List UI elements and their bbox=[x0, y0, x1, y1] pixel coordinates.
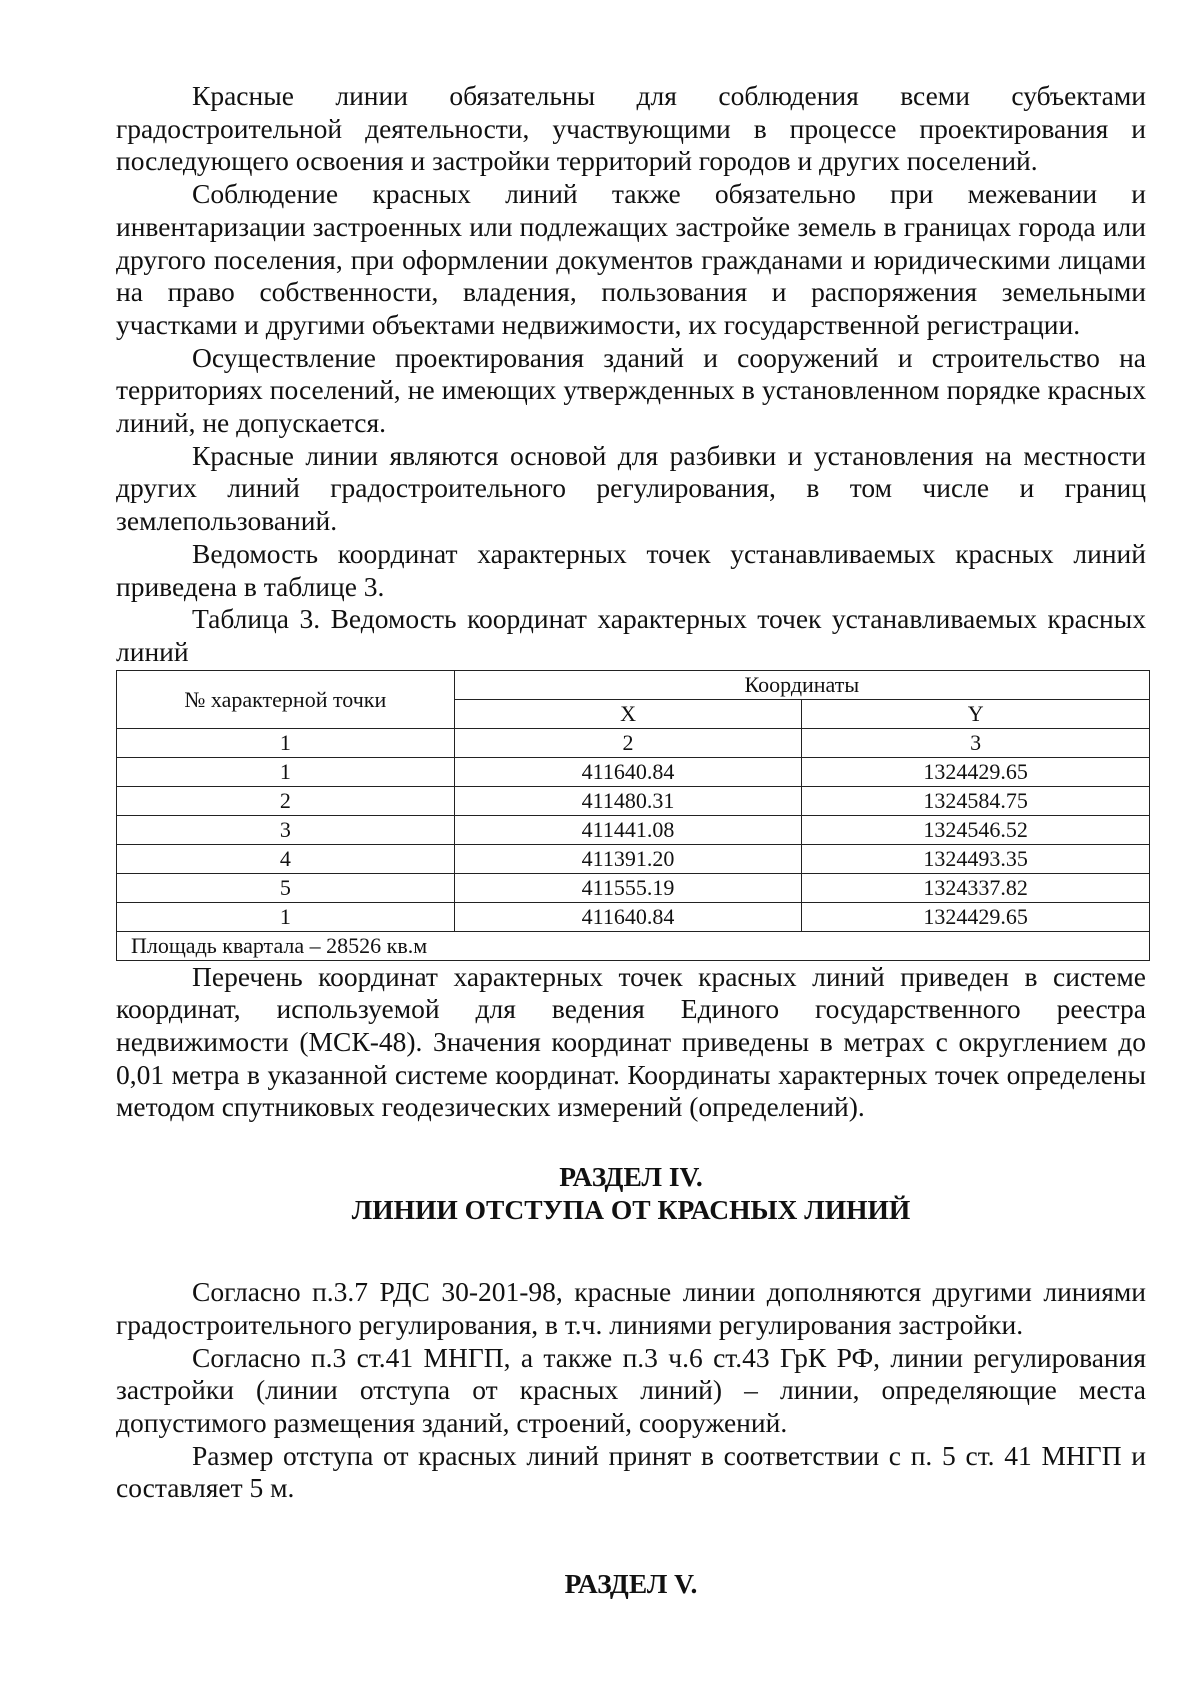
document-page bbox=[116, 80, 1146, 1600]
header-x-cell: X bbox=[454, 699, 802, 728]
table-area-row bbox=[117, 931, 1150, 960]
y-cell: 1324493.35 bbox=[802, 844, 1150, 873]
area-cell: Площадь квартала – 28526 кв.м bbox=[117, 931, 1150, 960]
section-heading: РАЗДЕЛ V. bbox=[564, 1568, 698, 1600]
point-cell: 3 bbox=[117, 815, 455, 844]
y-cell: 1324337.82 bbox=[802, 873, 1150, 902]
table-row bbox=[117, 815, 1150, 844]
header-coords-cell: Координаты bbox=[454, 670, 1149, 699]
table-row bbox=[117, 757, 1150, 786]
y-cell: 1324429.65 bbox=[802, 902, 1150, 931]
table-column-numbers-row bbox=[117, 728, 1150, 757]
paragraph: Перечень координат характерных точек красных линий приведен в системе координат, используемой для ведения Единого государственного реестра недвижимости (МСК-48). Значения координат приведены в метрах с округлением до 0,01 метра в указанной системе координат. Координаты характерных точек определены методом спутниковых геодезических измерений (определений). bbox=[116, 960, 1146, 1123]
point-cell: 1 bbox=[117, 902, 455, 931]
column-number-cell: 1 bbox=[117, 728, 455, 757]
section-title: ЛИНИИ ОТСТУПА ОТ КРАСНЫХ ЛИНИЙ bbox=[351, 1194, 911, 1226]
x-cell: 411441.08 bbox=[454, 815, 802, 844]
table-row bbox=[117, 786, 1150, 815]
coordinates-table bbox=[116, 670, 1150, 961]
paragraph: Согласно п.3 ст.41 МНГП, а также п.3 ч.6 ст.43 ГрК РФ, линии регулирования застройки (линии отступа от красных линий) – линии, определяющие места допустимого размещения зданий, строений, сооружений. bbox=[116, 1341, 1146, 1438]
table-title: Таблица 3. Ведомость координат характерных точек устанавливаемых красных линий bbox=[116, 603, 1146, 667]
x-cell: 411391.20 bbox=[454, 844, 802, 873]
section-heading: РАЗДЕЛ IV. bbox=[559, 1161, 703, 1193]
y-cell: 1324584.75 bbox=[802, 786, 1150, 815]
point-cell: 2 bbox=[117, 786, 455, 815]
x-cell: 411640.84 bbox=[454, 902, 802, 931]
header-point-cell: № характерной точки bbox=[117, 670, 455, 728]
paragraph: Соблюдение красных линий также обязательно при межевании и инвентаризации застроенных или подлежащих застройке земель в границах города или другого поселения, при оформлении документов гражданами и юридическими лицами на право собственности, владения, пользования и распоряжения земельными участками и другими объектами недвижимости, их государственной регистрации. bbox=[116, 178, 1146, 340]
y-cell: 1324429.65 bbox=[802, 757, 1150, 786]
x-cell: 411555.19 bbox=[454, 873, 802, 902]
point-cell: 4 bbox=[117, 844, 455, 873]
column-number-cell: 2 bbox=[454, 728, 802, 757]
point-cell: 5 bbox=[117, 873, 455, 902]
paragraph: Осуществление проектирования зданий и сооружений и строительство на территориях поселений, не имеющих утвержденных в установленном порядке красных линий, не допускается. bbox=[116, 341, 1146, 439]
paragraph: Ведомость координат характерных точек устанавливаемых красных линий приведена в таблице 3. bbox=[116, 537, 1146, 602]
header-y-cell: Y bbox=[802, 699, 1150, 728]
paragraph: Согласно п.3.7 РДС 30-201-98, красные линии дополняются другими линиями градостроительного регулирования, в т.ч. линиями регулирования застройки. bbox=[116, 1276, 1146, 1340]
x-cell: 411480.31 bbox=[454, 786, 802, 815]
table-row bbox=[117, 844, 1150, 873]
point-cell: 1 bbox=[117, 757, 455, 786]
table-row bbox=[117, 873, 1150, 902]
paragraph: Красные линии обязательны для соблюдения всеми субъектами градостроительной деятельности, участвующими в процессе проектирования и последующего освоения и застройки территорий городов и других поселений. bbox=[116, 80, 1146, 177]
paragraph: Размер отступа от красных линий принят в соответствии с п. 5 ст. 41 МНГП и составляет 5 м. bbox=[116, 1439, 1146, 1504]
paragraph: Красные линии являются основой для разбивки и установления на местности других линий градостроительного регулирования, в том числе и границ землепользований. bbox=[116, 439, 1146, 537]
column-number-cell: 3 bbox=[802, 728, 1150, 757]
y-cell: 1324546.52 bbox=[802, 815, 1150, 844]
table-row bbox=[117, 902, 1150, 931]
table-header-row bbox=[117, 670, 1150, 699]
x-cell: 411640.84 bbox=[454, 757, 802, 786]
